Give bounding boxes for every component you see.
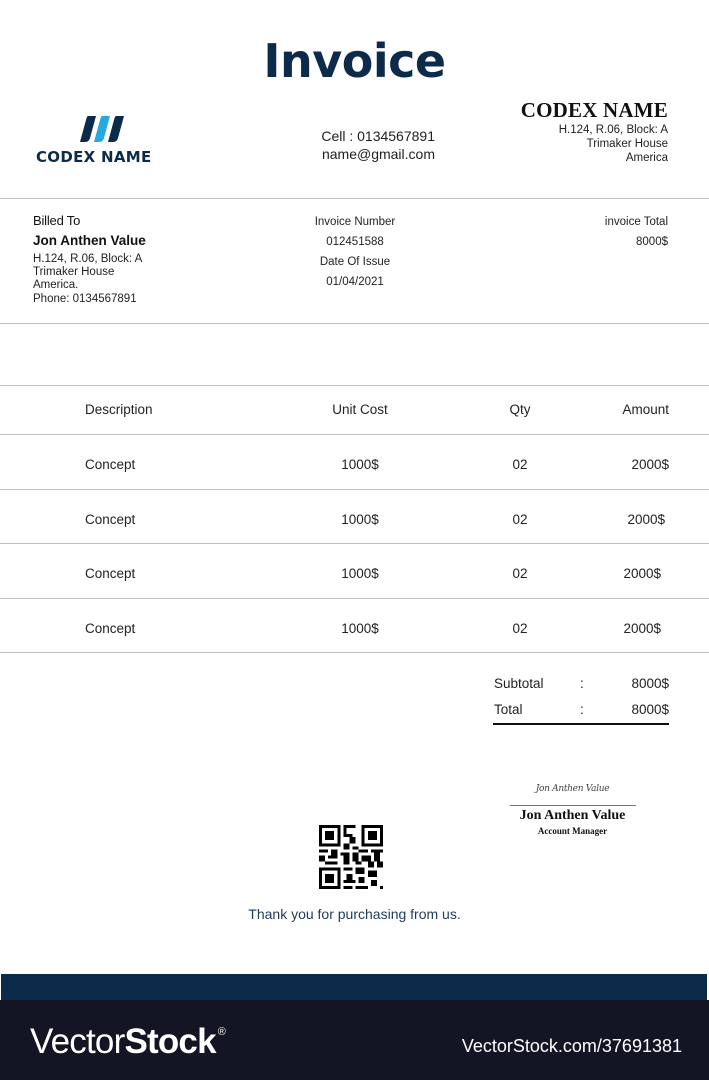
table-row: [0, 492, 709, 546]
cell-qty: 02: [512, 456, 528, 472]
divider: [0, 323, 709, 324]
cell-description: Concept: [85, 620, 136, 636]
company-address-line: Trimaker House: [586, 138, 668, 150]
company-name: CODEX NAME: [520, 98, 668, 122]
table-row: [0, 601, 709, 655]
table-row: [0, 437, 709, 491]
cell-unit-cost: 1000$: [341, 565, 379, 581]
subtotal-label: Subtotal: [494, 676, 544, 691]
table-divider: [0, 543, 709, 544]
invoice-title: Invoice: [263, 34, 446, 88]
signature-block: [505, 784, 640, 836]
table-divider: [0, 434, 709, 435]
billed-address-line: America.: [33, 279, 79, 291]
cell-amount: 2000$: [627, 511, 665, 527]
subtotal-row: [494, 674, 669, 700]
table-header-row: [0, 382, 709, 436]
brand-bold: Stock: [124, 1022, 216, 1061]
cell-description: Concept: [85, 456, 136, 472]
stripes-logo-icon: [80, 116, 124, 142]
contact-email[interactable]: name@gmail.com: [321, 146, 435, 162]
invoice-total-block: [605, 214, 668, 254]
invoice-total-value: 8000$: [636, 236, 668, 248]
thank-you-message: Thank you for purchasing from us.: [248, 906, 461, 922]
watermark-url[interactable]: VectorStock.com/37691381: [461, 1036, 682, 1056]
billed-phone: Phone: 0134567891: [33, 293, 137, 305]
billed-to-name: Jon Anthen Value: [33, 233, 146, 248]
table-row: [0, 546, 709, 600]
cell-amount: 2000$: [623, 565, 661, 581]
cell-amount: 2000$: [623, 620, 661, 636]
logo-company-name: CODEX NAME: [36, 148, 152, 166]
signature-script: Jon Anthen Value: [535, 784, 610, 794]
header-unit-cost: Unit Cost: [332, 401, 388, 417]
cell-description: Concept: [85, 565, 136, 581]
invoice-number-label: Invoice Number: [314, 216, 396, 228]
signer-name: Jon Anthen Value: [519, 808, 626, 823]
header-description: Description: [85, 401, 153, 417]
divider: [0, 198, 709, 199]
qr-code-icon: [319, 825, 383, 889]
billed-address-line: Trimaker House: [33, 266, 115, 278]
billed-to-block: [33, 213, 146, 306]
total-value: 8000$: [631, 702, 669, 717]
invoice-number: 012451588: [326, 236, 384, 248]
signature-line: [510, 805, 636, 806]
footer-band: [1, 974, 707, 1000]
header-qty: Qty: [509, 401, 531, 417]
invoice-info-block: [295, 214, 415, 294]
company-address-line: H.124, R.06, Block: A: [558, 124, 668, 136]
cell-unit-cost: 1000$: [341, 511, 379, 527]
cell-amount: 2000$: [631, 456, 669, 472]
total-label: Total: [494, 702, 523, 717]
table-divider: [0, 598, 709, 599]
cell-qty: 02: [512, 620, 528, 636]
registered-mark: ®: [217, 1026, 226, 1038]
table-divider: [0, 489, 709, 490]
company-address-line: America: [625, 152, 668, 164]
signer-title: Account Manager: [537, 826, 608, 836]
subtotal-value: 8000$: [631, 676, 669, 691]
billed-to-label: Billed To: [33, 213, 81, 228]
table-bottom-border: [0, 652, 709, 653]
total-separator: :: [580, 702, 584, 717]
contact-cell: Cell : 0134567891: [321, 128, 435, 144]
company-block: [521, 98, 668, 165]
date-of-issue-label: Date Of Issue: [319, 256, 391, 268]
cell-unit-cost: 1000$: [341, 620, 379, 636]
watermark-bar: [0, 1000, 709, 1080]
cell-unit-cost: 1000$: [341, 456, 379, 472]
vectorstock-logo: [30, 1022, 225, 1062]
cell-qty: 02: [512, 565, 528, 581]
date-of-issue: 01/04/2021: [326, 276, 384, 288]
brand-thin: Vector: [30, 1022, 125, 1061]
cell-qty: 02: [512, 511, 528, 527]
invoice-total-label: invoice Total: [604, 216, 668, 228]
subtotal-separator: :: [580, 676, 584, 691]
header-amount: Amount: [622, 401, 669, 417]
total-underline: [493, 723, 669, 725]
cell-description: Concept: [85, 511, 136, 527]
contact-info: [300, 127, 435, 163]
company-logo: [36, 116, 158, 170]
billed-address-line: H.124, R.06, Block: A: [33, 253, 143, 265]
